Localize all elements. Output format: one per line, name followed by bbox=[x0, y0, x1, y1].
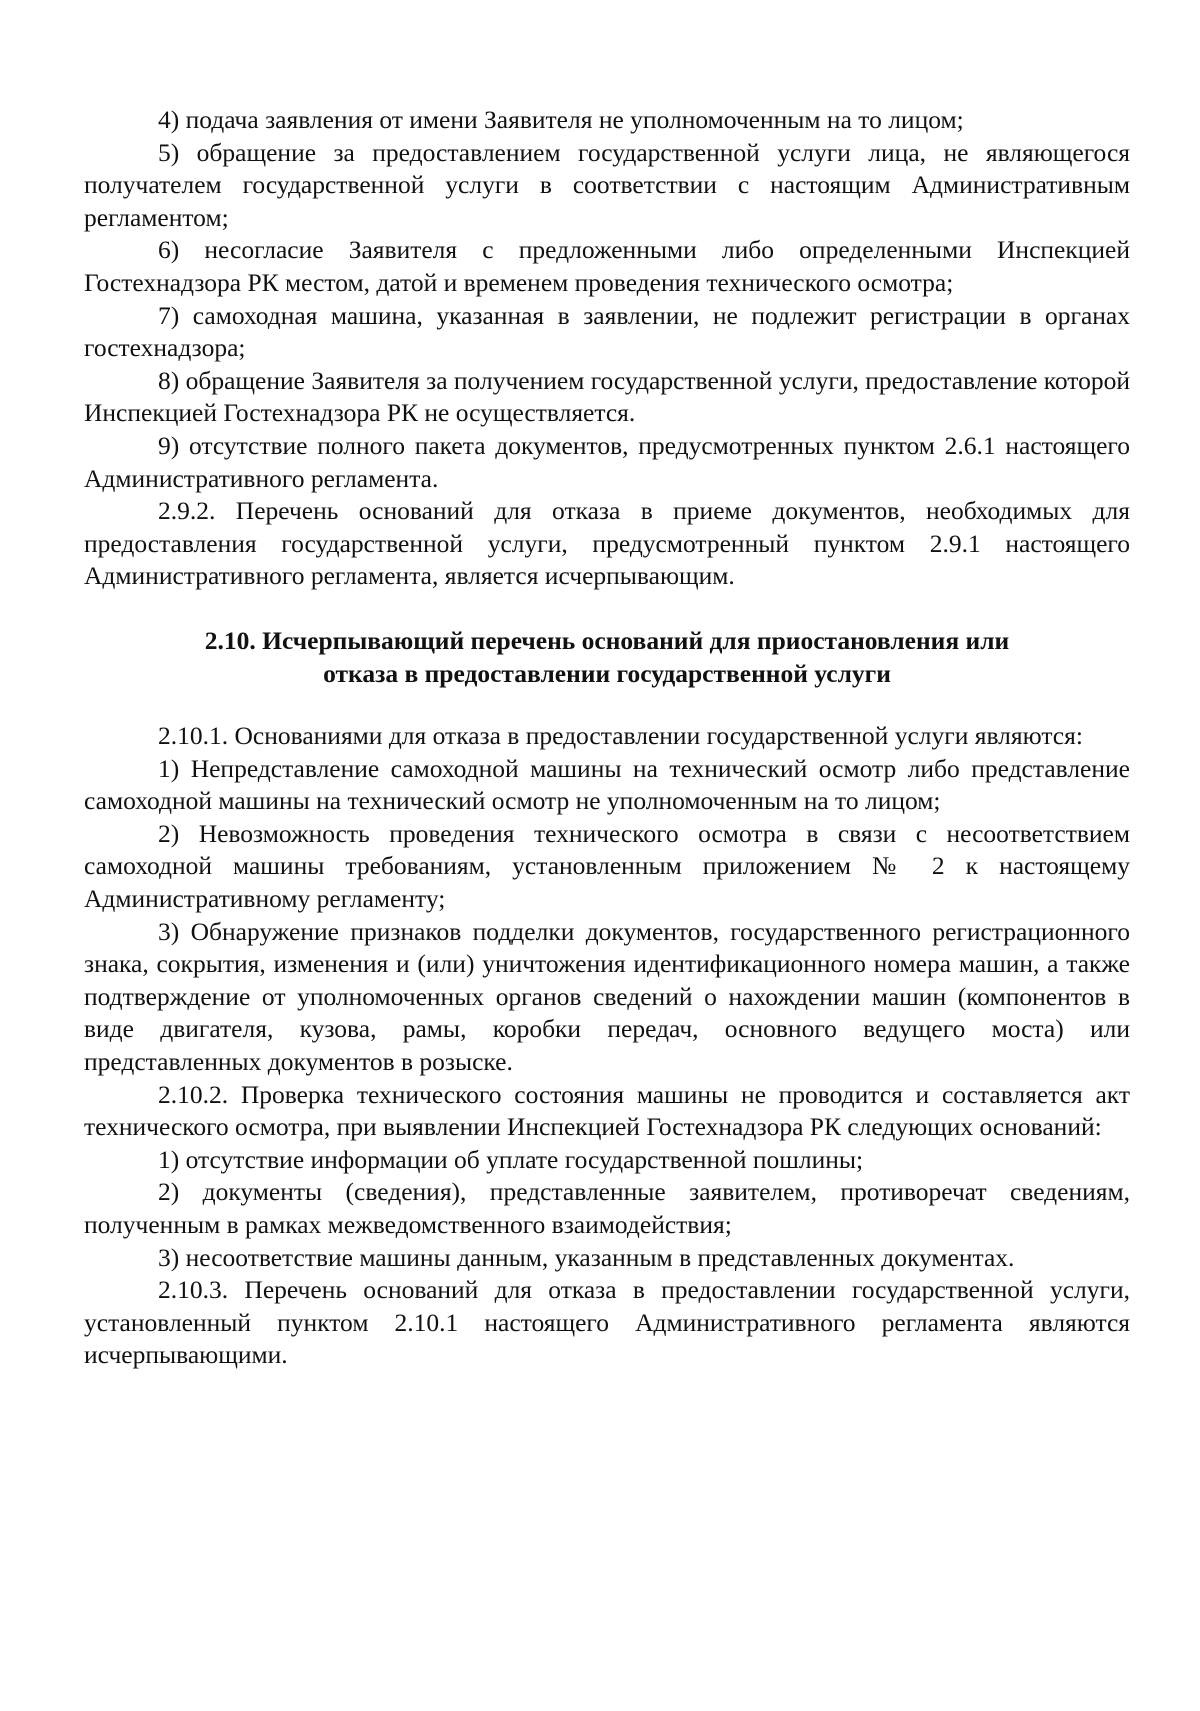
paragraph-check-2: 2) документы (сведения), представленные заявителем, противоречат сведениям, полученным в рамках межведомственного взаимодействия; bbox=[84, 1177, 1130, 1239]
paragraph-item-6: 6) несогласие Заявителя с предложенными либо определенными Инспекцией Гостехнадзора РК местом, датой и временем проведения технического осмотра; bbox=[84, 235, 1130, 297]
paragraph-item-4: 4) подача заявления от имени Заявителя не уполномоченным на то лицом; bbox=[158, 105, 964, 134]
paragraph-item-9: 9) отсутствие полного пакета документов, предусмотренных пунктом 2.6.1 настоящего Административного регламента. bbox=[84, 430, 1130, 493]
paragraph-2-10-3: 2.10.3. Перечень оснований для отказа в предоставлении государственной услуги, установленный пунктом 2.10.1 настоящего Административного регламента являются исчерпывающими. bbox=[84, 1275, 1130, 1370]
section-heading-line-2: отказа в предоставлении государственной услуги bbox=[323, 658, 891, 688]
paragraph-ground-2: 2) Невозможность проведения технического осмотра в связи с несоответствием самоходной машины требованиям, установленным приложением № 2 к настоящему Административному регламенту; bbox=[84, 818, 1130, 914]
paragraph-2-9-2: 2.9.2. Перечень оснований для отказа в приеме документов, необходимых для предоставления государственной услуги, предусмотренный пунктом 2.9.1 настоящего Административного регламента, является исчерпывающим. bbox=[84, 496, 1130, 591]
paragraph-2-10-1: 2.10.1. Основаниями для отказа в предоставлении государственной услуги являются: bbox=[158, 721, 1083, 751]
paragraph-2-10-2: 2.10.2. Проверка технического состояния машины не проводится и составляется акт технического осмотра, при выявлении Инспекцией Гостехнадзора РК следующих оснований: bbox=[84, 1079, 1130, 1142]
paragraph-check-1: 1) отсутствие информации об уплате государственной пошлины; bbox=[158, 1144, 864, 1174]
paragraph-item-5: 5) обращение за предоставлением государственной услуги лица, не являющегося получателем государственной услуги в соответствии с настоящим Административным регламентом; bbox=[84, 137, 1130, 232]
paragraph-ground-1: 1) Непредставление самоходной машины на технический осмотр либо представление самоходной машины на технический осмотр не уполномоченным на то лицом; bbox=[84, 753, 1130, 816]
paragraph-item-7: 7) самоходная машина, указанная в заявлении, не подлежит регистрации в органах гостехнадзора; bbox=[84, 300, 1130, 363]
section-heading-line-1: 2.10. Исчерпывающий перечень оснований для приостановления или bbox=[204, 625, 1010, 655]
section-heading bbox=[84, 625, 1130, 690]
paragraph-item-8: 8) обращение Заявителя за получением государственной услуги, предоставление которой Инспекцией Гостехнадзора РК не осуществляется. bbox=[84, 365, 1131, 428]
paragraph-ground-3: 3) Обнаружение признаков подделки документов, государственного регистрационного знака, сокрытия, изменения и (или) уничтожения идентификационного номера машин, а также подтверждение от уполномоченных органов сведений о нахождении машин (компонентов в виде двигателя, кузова, рамы, коробки передач, основного ведущего моста) или представленных документов в розыске. bbox=[84, 916, 1130, 1077]
document-page bbox=[84, 104, 1130, 1372]
paragraph-check-3: 3) несоответствие машины данным, указанным в представленных документах. bbox=[158, 1242, 1015, 1272]
